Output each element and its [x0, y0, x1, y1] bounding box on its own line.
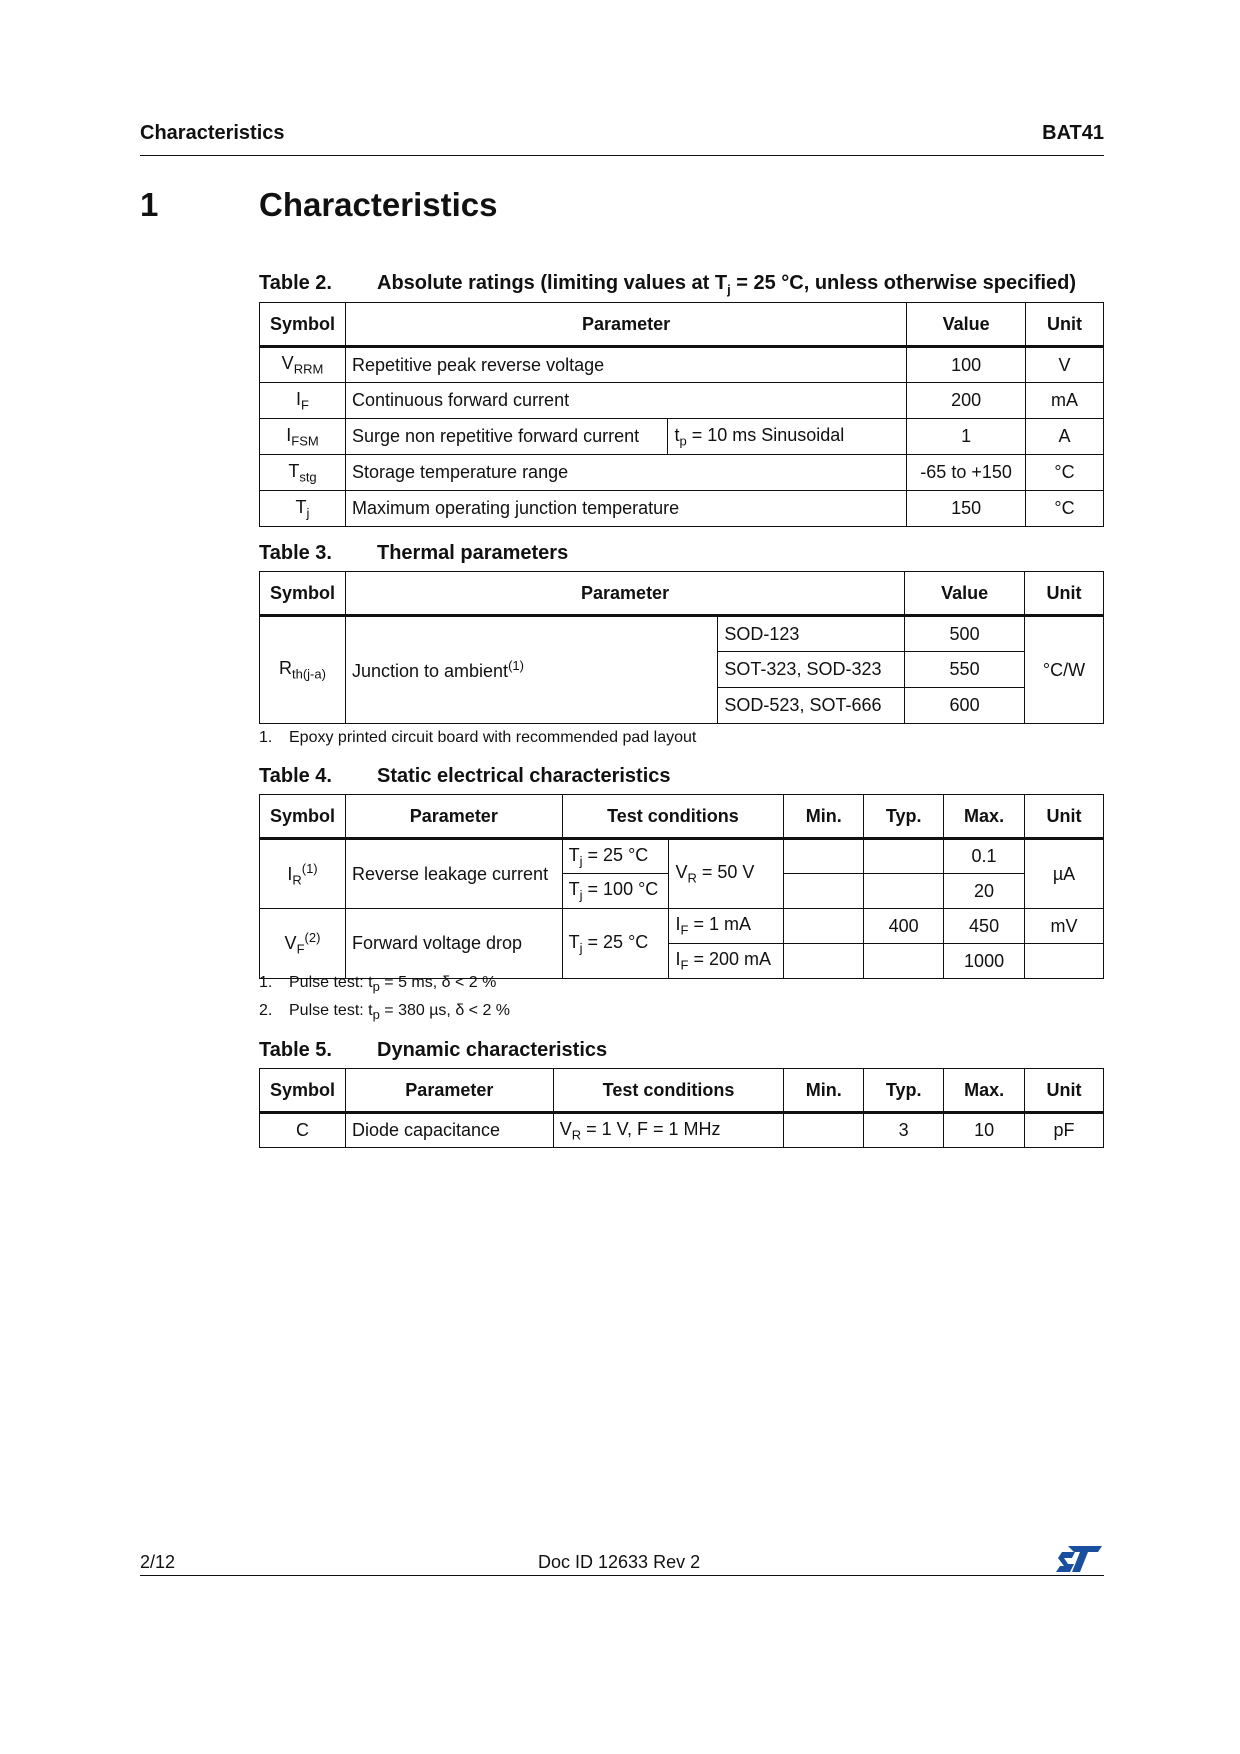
table3-number: Table 3.: [259, 542, 332, 564]
table-row: $V_{RRM}$ Repetitive peak reverse voltage 100 V: [260, 347, 1104, 383]
col-header-value: Value: [907, 303, 1026, 347]
col-header-min: Min.: [784, 795, 864, 839]
table-row: $I_F = 200$ mA 1000: [260, 944, 1104, 979]
table-row: $I_F$ Continuous forward current 200 mA: [260, 383, 1104, 419]
col-header-parameter: Parameter: [345, 303, 906, 347]
table5-number: Table 5.: [259, 1039, 332, 1061]
col-header-unit: Unit: [1025, 572, 1104, 616]
col-header-max: Max.: [944, 795, 1025, 839]
page-footer: [140, 1552, 1104, 1576]
col-header-symbol: Symbol: [260, 303, 346, 347]
page-header: [140, 122, 1104, 156]
table-row: $T_j$ Maximum operating junction temperature 150 °C: [260, 491, 1104, 527]
col-header-parameter: Parameter: [345, 1069, 553, 1113]
table2-caption: Table 2. Absolute ratings (limiting values at $T_j = 25$ °C, unless otherwise specified): [259, 272, 1077, 297]
col-header-min: Min.: [784, 1069, 864, 1113]
table2-number: Table 2.: [259, 272, 332, 294]
table-row: $T_j = 100$ °C 20: [260, 874, 1104, 909]
section-number: 1: [140, 186, 159, 223]
table4-footnote-1: 1. Pulse test: $t_p = 5$ ms, δ < 2 %: [259, 974, 497, 995]
table-row: $R_{th(j-a)}$ Junction to ambient$^{(1)}$ SOD-123 500 °C/W: [260, 616, 1104, 652]
table2-absolute-ratings: [259, 302, 1104, 527]
page-number: 2/12: [140, 1552, 176, 1572]
table-row: SOD-523, SOT-666 600: [260, 688, 1104, 724]
col-header-unit: Unit: [1026, 303, 1104, 347]
col-header-typ: Typ.: [864, 795, 944, 839]
table4-number: Table 4.: [259, 765, 332, 787]
table5-caption: Table 5. Dynamic characteristics: [259, 1039, 608, 1061]
col-header-symbol: Symbol: [260, 1069, 346, 1113]
table-row: $I_{FSM}$ Surge non repetitive forward current $t_p = 10$ ms Sinusoidal 1 A: [260, 419, 1104, 455]
col-header-max: Max.: [944, 1069, 1025, 1113]
table4-static-characteristics: [259, 794, 1104, 979]
st-logo-icon: [1054, 1544, 1104, 1574]
section-title: Characteristics: [259, 186, 498, 223]
table-row: C Diode capacitance $V_R = 1$ V, F = 1 MHz 3 10 pF: [260, 1113, 1104, 1148]
header-part-number: BAT41: [1042, 122, 1104, 144]
table4-footnote-2: 2. Pulse test: $t_p = 380$ µs, δ < 2 %: [259, 1002, 511, 1023]
col-header-symbol: Symbol: [260, 572, 346, 616]
table-row: SOT-323, SOD-323 550: [260, 652, 1104, 688]
col-header-unit: Unit: [1025, 1069, 1104, 1113]
table4-caption: Table 4. Static electrical characteristics: [259, 765, 671, 787]
col-header-test-conditions: Test conditions: [562, 795, 784, 839]
col-header-parameter: Parameter: [345, 795, 562, 839]
col-header-symbol: Symbol: [260, 795, 346, 839]
col-header-typ: Typ.: [864, 1069, 944, 1113]
document-id: Doc ID 12633 Rev 2: [538, 1552, 701, 1572]
table3-thermal-parameters: [259, 571, 1104, 724]
col-header-parameter: Parameter: [345, 572, 904, 616]
header-section: Characteristics: [140, 122, 285, 144]
col-header-unit: Unit: [1025, 795, 1104, 839]
table3-caption: Table 3. Thermal parameters: [259, 542, 569, 564]
table-row: $T_{stg}$ Storage temperature range -65 to +150 °C: [260, 455, 1104, 491]
table-row: $V_F^{(2)}$ Forward voltage drop $T_j = 25$ °C $I_F = 1$ mA 400 450 mV: [260, 909, 1104, 944]
table5-dynamic-characteristics: [259, 1068, 1104, 1148]
table3-footnote: 1. Epoxy printed circuit board with recommended pad layout: [259, 729, 697, 746]
col-header-test-conditions: Test conditions: [553, 1069, 784, 1113]
col-header-value: Value: [905, 572, 1025, 616]
table-row: $I_R^{(1)}$ Reverse leakage current $T_j = 25$ °C $V_R = 50$ V 0.1 µA: [260, 839, 1104, 874]
